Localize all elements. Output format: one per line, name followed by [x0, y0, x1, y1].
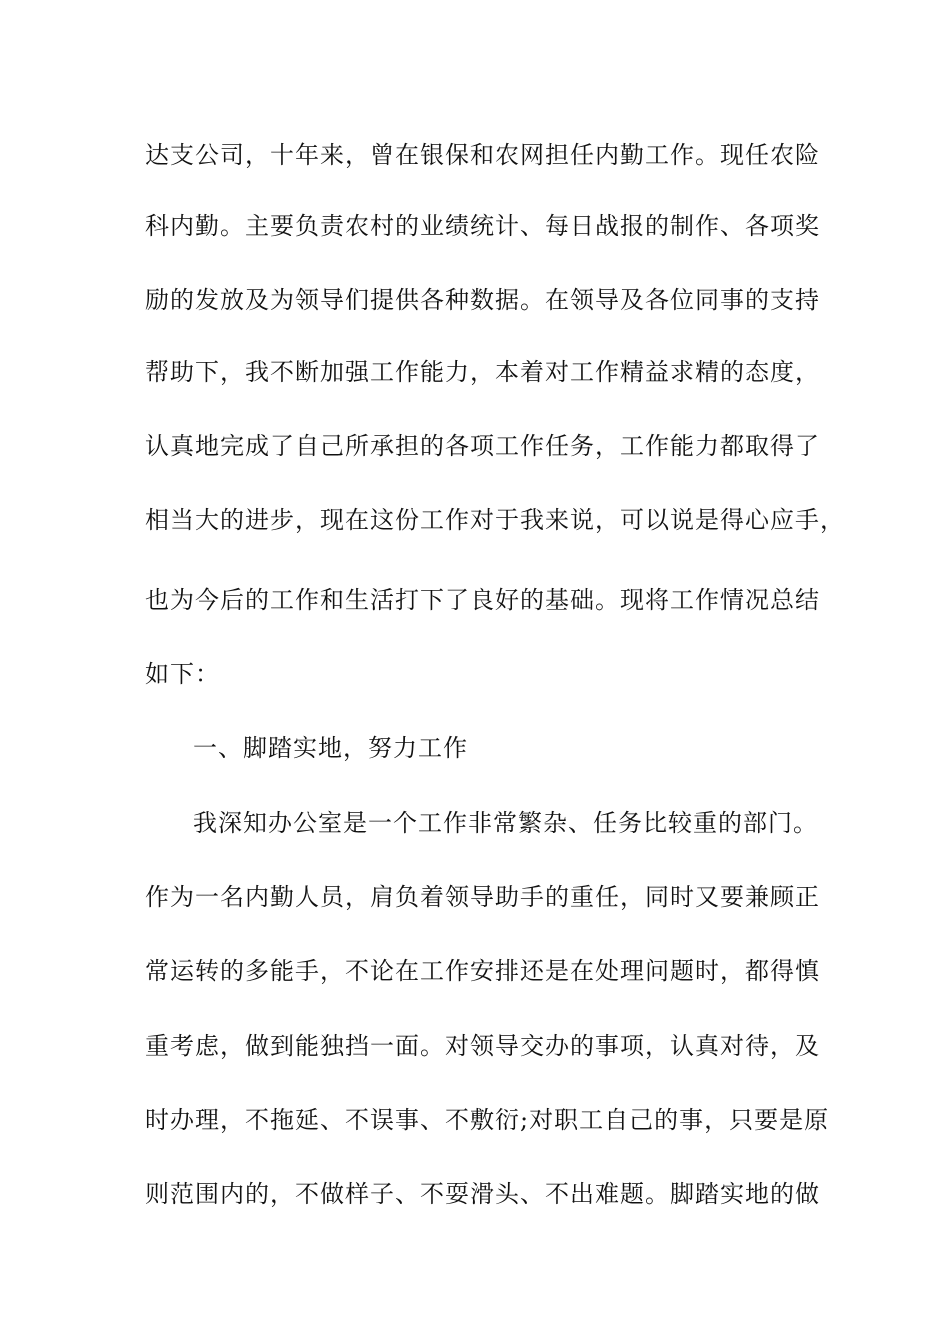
paragraph-line: 重考虑，做到能独挡一面。对领导交办的事项，认真对待，及: [145, 1032, 820, 1060]
paragraph-line: 帮助下，我不断加强工作能力，本着对工作精益求精的态度，: [145, 358, 820, 386]
paragraph-line: 如下：: [145, 660, 220, 688]
paragraph-line: 达支公司，十年来，曾在银保和农网担任内勤工作。现任农险: [145, 141, 820, 169]
paragraph-line: 则范围内的，不做样子、不耍滑头、不出难题。脚踏实地的做: [145, 1180, 820, 1208]
section-heading: 一、脚踏实地，努力工作: [193, 734, 468, 762]
paragraph-line: 作为一名内勤人员，肩负着领导助手的重任，同时又要兼顾正: [145, 883, 820, 911]
paragraph-line: 我深知办公室是一个工作非常繁杂、任务比较重的部门。: [193, 809, 818, 837]
paragraph-line: 励的发放及为领导们提供各种数据。在领导及各位同事的支持: [145, 286, 820, 314]
paragraph-line: 常运转的多能手，不论在工作安排还是在处理问题时，都得慎: [145, 957, 820, 985]
paragraph-line: 也为今后的工作和生活打下了良好的基础。现将工作情况总结: [145, 586, 820, 614]
paragraph-line: 时办理，不拖延、不误事、不敷衍;对职工自己的事，只要是原: [145, 1106, 830, 1134]
paragraph-line: 科内勤。主要负责农村的业绩统计、每日战报的制作、各项奖: [145, 212, 820, 240]
paragraph-line: 认真地完成了自己所承担的各项工作任务，工作能力都取得了: [145, 432, 820, 460]
paragraph-line: 相当大的进步，现在这份工作对于我来说，可以说是得心应手，: [145, 506, 845, 534]
